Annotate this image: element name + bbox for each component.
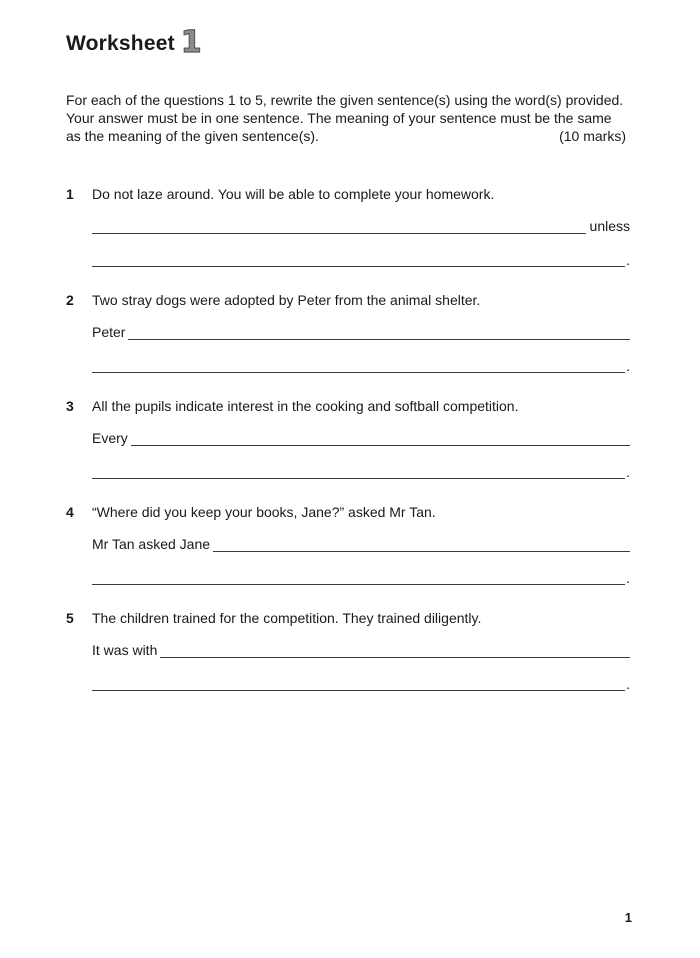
answer-line[interactable]: [131, 431, 630, 446]
question-number: 5: [66, 610, 74, 626]
answer-prefix: Every: [92, 430, 128, 446]
answer-line[interactable]: [128, 325, 630, 340]
question-5: [66, 610, 632, 690]
answer-line[interactable]: [92, 676, 625, 691]
question-text: “Where did you keep your books, Jane?” asked Mr Tan.: [92, 504, 436, 520]
answer-row-3a: [92, 430, 630, 446]
question-3: [66, 398, 632, 478]
instructions: [66, 91, 638, 145]
question-number: 2: [66, 292, 74, 308]
question-text: Do not laze around. You will be able to complete your homework.: [92, 186, 495, 202]
page-title: Worksheet: [66, 32, 175, 55]
marks-label: (10 marks): [559, 128, 626, 144]
question-number: 1: [66, 186, 74, 202]
worksheet-header: [66, 25, 202, 60]
question-text: All the pupils indicate interest in the cooking and softball competition.: [92, 398, 519, 414]
answer-end-mark: .: [626, 676, 630, 692]
instructions-line-2: Your answer must be in one sentence. The meaning of your sentence must be the same: [66, 110, 612, 126]
answer-line[interactable]: [92, 219, 586, 234]
answer-suffix: unless: [589, 218, 630, 234]
answer-end-mark: .: [626, 464, 630, 480]
answer-row-1a: [92, 218, 630, 234]
answer-line[interactable]: [92, 252, 625, 267]
instructions-line-1: For each of the questions 1 to 5, rewrite the given sentence(s) using the word(s) provided.: [66, 92, 624, 108]
worksheet-number-badge: 1: [180, 25, 202, 60]
answer-prefix: It was with: [92, 642, 158, 658]
answer-end-mark: .: [626, 570, 630, 586]
answer-row-3b: [92, 464, 630, 479]
question-number: 4: [66, 504, 74, 520]
answer-line[interactable]: [92, 464, 625, 479]
question-2: [66, 292, 632, 372]
instructions-line-3-text: as the meaning of the given sentence(s).: [66, 128, 319, 144]
page-number: 1: [624, 910, 632, 925]
answer-prefix: Mr Tan asked Jane: [92, 536, 211, 552]
question-text: The children trained for the competition. They trained diligently.: [92, 610, 482, 626]
answer-row-5b: [92, 676, 630, 691]
answer-end-mark: .: [626, 358, 630, 374]
question-text: Two stray dogs were adopted by Peter from the animal shelter.: [92, 292, 481, 308]
answer-end-mark: .: [626, 252, 630, 268]
answer-prefix: Peter: [92, 324, 126, 340]
instructions-line-3: [66, 127, 638, 145]
answer-row-4a: [92, 536, 630, 552]
answer-line[interactable]: [92, 570, 625, 585]
question-1: [66, 186, 632, 266]
answer-line[interactable]: [92, 358, 625, 373]
answer-row-1b: [92, 252, 630, 267]
answer-row-4b: [92, 570, 630, 585]
answer-line[interactable]: [160, 643, 630, 658]
answer-line[interactable]: [213, 537, 630, 552]
answer-row-5a: [92, 642, 630, 658]
answer-row-2a: [92, 324, 630, 340]
question-4: [66, 504, 632, 584]
answer-row-2b: [92, 358, 630, 373]
question-number: 3: [66, 398, 74, 414]
